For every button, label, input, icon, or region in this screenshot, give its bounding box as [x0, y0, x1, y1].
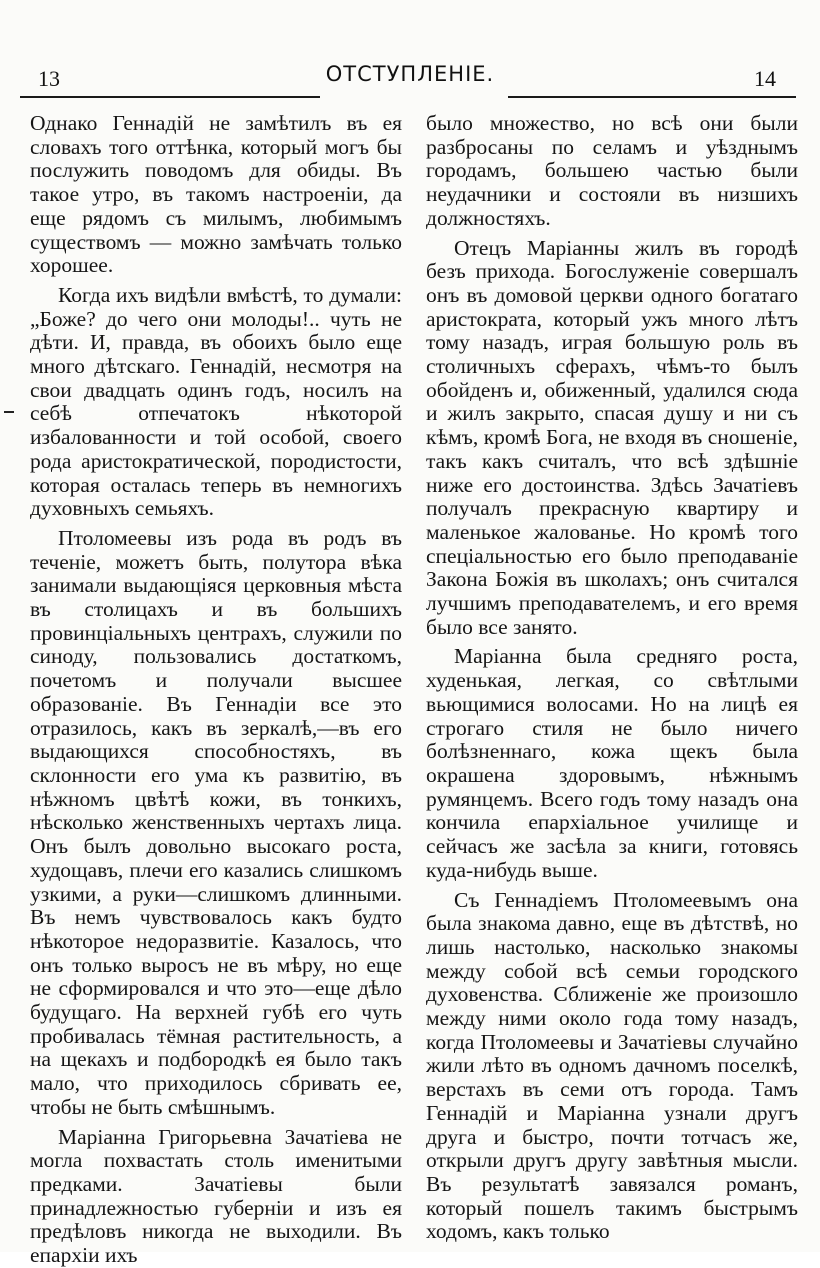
- paragraph: Однако Геннадій не замѣтилъ въ ея словахъ того оттѣнка, который могъ бы послужить поводомъ для обиды. Въ такое утро, въ такомъ настроеніи, да еще рядомъ съ милымъ, любимымъ существомъ — можно замѣчать только хорошее.: [30, 111, 402, 278]
- paragraph: было множество, но всѣ они были разбросаны по селамъ и уѣзднымъ городамъ, большею частью были неудачники и состояли въ низшихъ должностяхъ.: [426, 111, 798, 230]
- paragraph: Съ Геннадіемъ Птоломеевымъ она была знакома давно, еще въ дѣтствѣ, но лишь настолько, насколько знакомы между собой всѣ семьи городского духовенства. Сближеніе же произошло между ними около года тому назадъ, когда Птоломеевы и Зачатіевы случайно жили лѣто въ одномъ дачномъ поселкѣ, верстахъ въ семи отъ города. Тамъ Геннадій и Маріанна узнали другъ друга и быстро, почти тотчасъ же, открыли другъ другу завѣтныя мысли. Въ результатѣ завязался романъ, который пошелъ такимъ быстрымъ ходомъ, какъ только: [426, 887, 798, 1244]
- running-header: [0, 56, 820, 96]
- header-rule-left: [20, 96, 320, 98]
- paragraph: Отецъ Маріанны жилъ въ городѣ безъ прихода. Богослуженіе совершалъ онъ въ домовой церкви одного богатаго аристократа, который ужъ много лѣтъ тому назадъ, играя большую роль въ столичныхъ сферахъ, чѣмъ-то былъ обойденъ и, обиженный, удалился сюда и жилъ закрыто, спасая душу и ни съ кѣмъ, кромѣ Бога, не входя въ сношеніе, такъ какъ считалъ, что всѣ здѣшніе ниже его достоинства. Здѣсь Зачатіевъ получалъ прекрасную квартиру и маленькое жалованье. Но кромѣ того спеціальностью его было преподаваніе Закона Божія въ школахъ; онъ считался лучшимъ преподавателемъ, и его время было все занято.: [426, 235, 798, 639]
- paragraph: Маріанна Григорьевна Зачатіева не могла похвастать столь именитыми предками. Зачатіевы были принадлежностью губерніи и изъ ея предѣловъ никогда не выходили. Въ епархіи ихъ: [30, 1124, 402, 1268]
- running-title: ОТСТУПЛЕНIЕ.: [325, 62, 495, 86]
- paragraph: Птоломеевы изъ рода въ родъ въ теченіе, можетъ быть, полутора вѣка занимали выдающіяся церковныя мѣста въ столицахъ и въ большихъ провинціальныхъ центрахъ, служили по синоду, пользовались достаткомъ, почетомъ и получали высшее образованіе. Въ Геннадіи все это отразилось, какъ въ зеркалѣ,—въ его выдающихся способностяхъ, въ склонности его ума къ развитію, въ нѣжномъ цвѣтѣ кожи, въ тонкихъ, нѣсколько женственныхъ чертахъ лица. Онъ былъ довольно высокаго роста, худощавъ, плечи его казались слишкомъ узкими, а руки—слишкомъ длинными. Въ немъ чувствовалось какъ будто нѣкоторое недоразвитіе. Казалось, что онъ только выросъ не въ мѣру, но еще не сформировался и что это—еще дѣло будущаго. На верхней губѣ его чуть пробивалась тёмная растительность, а на щекахъ и подбородкѣ ея было такъ мало, что приходилось сбривать ее, чтобы не быть смѣшнымъ.: [30, 525, 402, 1119]
- header-rule-right: [508, 96, 796, 98]
- right-text-column: [426, 112, 798, 1244]
- left-text-column: [30, 112, 402, 1268]
- margin-mark: [4, 411, 14, 413]
- paragraph: Маріанна была средняго роста, худенькая, легкая, со свѣтлыми вьющимися волосами. Но на лицѣ ея строгаго стиля не было ничего болѣзненнаго, кожа щекъ была окрашена здоровымъ, нѣжнымъ румянцемъ. Всего годъ тому назадъ она кончила епархіальное училище и сейчасъ же засѣла за книги, готовясь куда-нибудь выше.: [426, 644, 798, 882]
- paragraph: Когда ихъ видѣли вмѣстѣ, то думали: „Боже? до чего они молоды!.. чуть не дѣти. И, правда, въ обоихъ было еще много дѣтскаго. Геннадій, несмотря на свои двадцать одинъ годъ, носилъ на себѣ отпечатокъ нѣкоторой избалованности и той особой, своего рода аристократической, породистости, которая осталась теперь въ немногихъ духовныхъ семьяхъ.: [30, 282, 402, 521]
- right-page-number: 14: [754, 66, 776, 91]
- left-page-number: 13: [38, 66, 60, 91]
